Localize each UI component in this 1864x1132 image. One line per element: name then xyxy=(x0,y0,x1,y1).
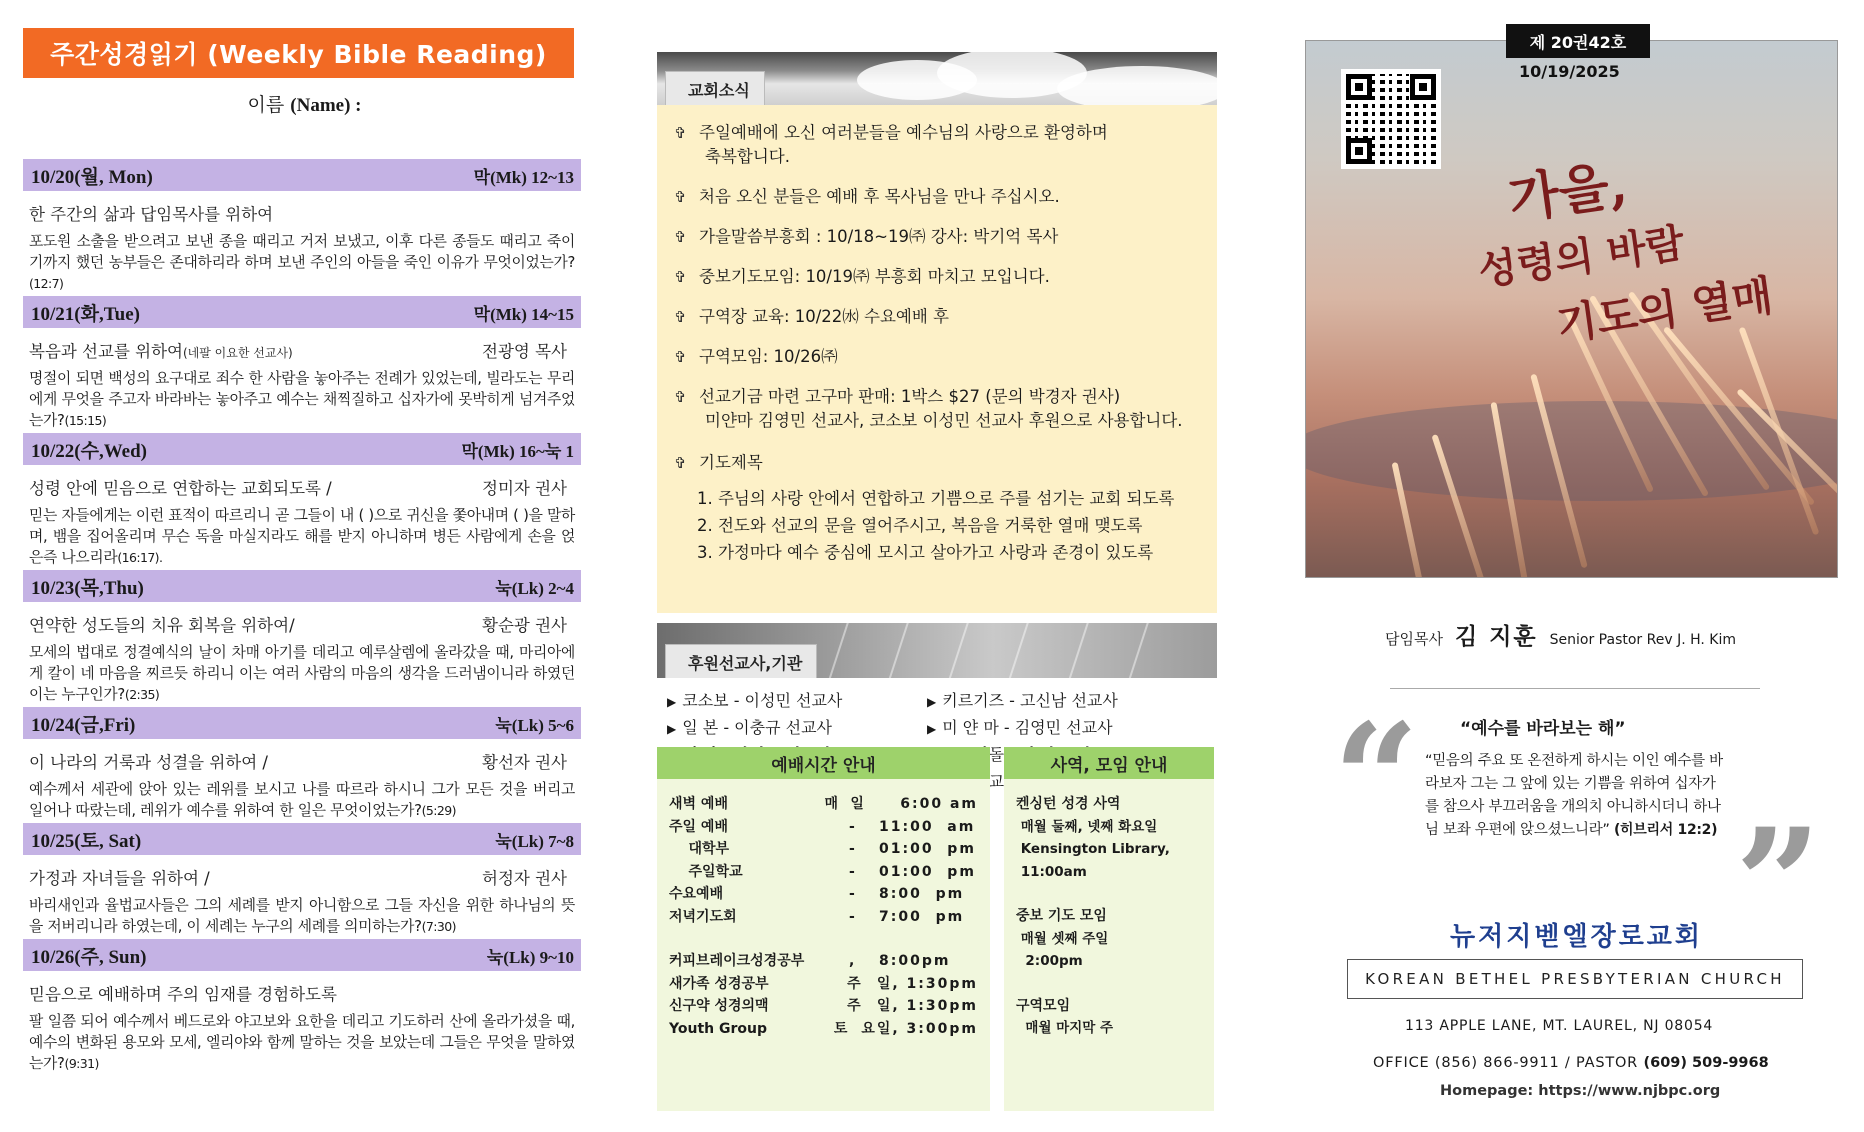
ministry-line: 2:00pm xyxy=(1016,953,1083,969)
day-body xyxy=(23,328,581,433)
news-line: 처음 오신 분들은 예배 후 목사님을 만나 주십시오. xyxy=(699,187,1060,206)
question-text: 믿는 자들에게는 이런 표적이 따르리니 곧 그들이 내 ( )으로 귀신을 쫓아내며 ( )을 말하며, 뱀을 집어올리며 무슨 독을 마실지라도 해를 받지 아니하며 병든 사람에게 손을 얹은즉 나으리라 xyxy=(29,507,575,566)
worship-row xyxy=(669,973,978,996)
news-line: 선교기금 마련 고구마 판매: 1박스 $27 (문의 박경자 권사) xyxy=(699,387,1121,406)
day-range: 막(Mk) 16~눅 1 xyxy=(461,441,574,461)
worship-times-list xyxy=(657,779,990,1050)
mission-text: 키르기즈 - 고신남 선교사 xyxy=(942,691,1118,710)
worship-time: 일, 1:30pm xyxy=(876,975,978,992)
missions-header-banner xyxy=(657,623,1217,678)
worship-row xyxy=(669,793,978,816)
news-item xyxy=(671,345,1203,369)
ministry-list xyxy=(1004,779,1214,1050)
topic-title: 믿음으로 예배하며 주의 임재를 경험하도록 xyxy=(29,985,337,1004)
topic-person xyxy=(567,201,575,225)
triangle-icon: ▶ xyxy=(667,695,677,709)
spacer xyxy=(1016,973,1202,995)
day-question xyxy=(29,895,575,937)
mission-text: 코소보 - 이성민 선교사 xyxy=(682,691,843,710)
topic-person: 전광영 목사 xyxy=(482,342,567,361)
worship-row xyxy=(669,816,978,839)
cover-calligraphy xyxy=(1475,124,1776,358)
worship-time: 8:00 pm xyxy=(879,886,965,902)
ministry-line: 켄싱턴 성경 사역 xyxy=(1016,796,1121,812)
church-phones xyxy=(1373,1055,1769,1071)
name-line xyxy=(23,90,586,117)
mission-item xyxy=(667,688,927,711)
day-question xyxy=(29,779,575,821)
day-body xyxy=(23,855,581,939)
missions-label: 후원선교사,기관 xyxy=(665,644,817,678)
news-text xyxy=(699,185,1203,209)
church-name-en: KOREAN BETHEL PRESBYTERIAN CHURCH xyxy=(1347,959,1803,999)
mission-text: 미 얀 마 - 김영민 선교사 xyxy=(942,718,1113,737)
ministry-line: 매월 마지막 주 xyxy=(1016,1020,1114,1036)
cross-icon: ✞ xyxy=(674,308,687,326)
news-line: 구역모임: 10/26㈜ xyxy=(699,347,838,366)
news-list xyxy=(657,105,1217,613)
worship-row xyxy=(669,906,978,929)
day-range: 막(Mk) 14~15 xyxy=(473,304,574,324)
worship-sep: , xyxy=(849,953,855,969)
topic-text xyxy=(29,338,293,362)
cross-icon: ✞ xyxy=(674,228,687,246)
worship-time: 일 6:00 am xyxy=(850,796,978,812)
day-question xyxy=(29,231,575,294)
day-header xyxy=(23,159,581,191)
day-date: 10/21(화,Tue) xyxy=(31,303,140,325)
day-topic xyxy=(29,749,575,773)
worship-name: 수요예배 xyxy=(669,886,724,902)
qr-code-icon[interactable] xyxy=(1341,69,1441,169)
news-item xyxy=(671,121,1203,169)
news-line: 가을말씀부흥회 : 10/18~19㈜ 강사: 박기억 목사 xyxy=(699,227,1059,246)
news-text xyxy=(699,121,1203,169)
question-text: 포도원 소출을 받으려고 보낸 종을 때리고 거저 보냈고, 이후 다른 종들도 때리고 죽이기까지 했던 농부들은 존대하리라 하며 보낸 주인의 아들을 죽인 이유가 무엇이었는가? xyxy=(29,233,575,271)
news-text xyxy=(699,345,1203,369)
worship-row xyxy=(669,838,978,861)
day-range: 막(Mk) 12~13 xyxy=(473,167,574,187)
ministry-line: 매월 셋째 주일 xyxy=(1016,930,1109,947)
prayer-item: 2. 전도와 선교의 문을 열어주시고, 복음을 거룩한 열매 맺도록 xyxy=(697,516,1143,535)
triangle-icon: ▶ xyxy=(927,722,937,736)
topic-person: 정미자 권사 xyxy=(482,479,567,498)
ministry-line: 매월 둘째, 넷째 화요일 xyxy=(1016,818,1158,835)
worship-name: 저녁기도회 xyxy=(669,908,737,925)
pastor-name: 김 지훈 xyxy=(1454,624,1538,650)
topic-text xyxy=(29,201,273,225)
mission-text: 일 본 - 이충규 선교사 xyxy=(682,718,832,737)
reading-days xyxy=(23,159,586,1076)
worship-row xyxy=(669,1018,978,1041)
question-ref: (7:30) xyxy=(421,919,456,934)
prayer-item: 3. 가정마다 예수 중심에 모시고 살아가고 사랑과 존경이 있도록 xyxy=(697,543,1154,562)
news-item xyxy=(671,225,1203,249)
news-item xyxy=(671,185,1203,209)
divider xyxy=(1390,688,1760,689)
name-label-en: (Name) : xyxy=(290,95,362,116)
news-column xyxy=(657,52,1217,792)
cross-icon: ✞ xyxy=(674,388,687,406)
day-range: 눅(Lk) 7~8 xyxy=(495,831,574,851)
issue-date: 10/19/2025 xyxy=(1519,62,1620,81)
question-ref: (12:7) xyxy=(29,276,64,291)
day-body xyxy=(23,191,581,296)
worship-row xyxy=(669,950,978,973)
news-text xyxy=(699,265,1203,289)
topic-title: 가정과 자녀들을 위하여 / xyxy=(29,869,210,888)
question-ref: (5:29) xyxy=(421,803,456,818)
day-body xyxy=(23,739,581,823)
topic-person xyxy=(567,981,575,1005)
topic-person: 황선자 권사 xyxy=(482,753,567,772)
topic-text xyxy=(29,865,210,889)
day-topic xyxy=(29,201,575,225)
news-line-cont: 축복합니다. xyxy=(705,147,790,166)
day-body xyxy=(23,971,581,1076)
day-header xyxy=(23,939,581,971)
worship-sep: - xyxy=(849,863,855,880)
day-topic xyxy=(29,865,575,889)
topic-title: 이 나라의 거룩과 성결을 위하여 / xyxy=(29,753,268,772)
pastor-label: 담임목사 xyxy=(1385,630,1443,648)
pastor-line xyxy=(1385,618,1736,651)
day-topic xyxy=(29,612,575,636)
question-text: 팔 일쯤 되어 예수께서 베드로와 야고보와 요한을 데리고 기도하러 산에 올라가셨을 때, 예수의 변화된 용모와 모세, 엘리야와 함께 말하는 것을 보았는데 그들은 무엇을 말하였는가? xyxy=(29,1013,575,1072)
question-text: 예수께서 세관에 앉아 있는 레위를 보시고 나를 따르라 하시니 그가 모든 것을 버리고 일어나 따랐는데, 레위가 예수를 위하여 한 일은 무엇이었는가? xyxy=(29,781,575,819)
worship-name: 신구약 성경의맥 xyxy=(669,998,769,1014)
question-ref: (16:17). xyxy=(117,550,163,565)
mission-item xyxy=(927,688,1187,711)
office-phone: OFFICE (856) 866-9911 / PASTOR xyxy=(1373,1055,1644,1071)
topic-text xyxy=(29,749,268,773)
topic-text xyxy=(29,475,332,499)
triangle-icon: ▶ xyxy=(927,695,937,709)
news-item xyxy=(671,265,1203,289)
news-line: 중보기도모임: 10/19㈜ 부흥회 마치고 모입니다. xyxy=(699,267,1050,286)
worship-name: 대학부 xyxy=(669,841,730,857)
day-question xyxy=(29,368,575,431)
cover-image xyxy=(1305,40,1838,578)
ministry-title: 사역, 모임 안내 xyxy=(1004,747,1214,779)
worship-times-box xyxy=(657,747,990,1111)
worship-time: 8:00pm xyxy=(879,953,951,969)
day-header xyxy=(23,570,581,602)
cross-icon: ✞ xyxy=(674,454,687,472)
worship-row xyxy=(669,995,978,1018)
mission-item xyxy=(927,715,1187,738)
calli-line-2: 성령의 바람 xyxy=(1475,219,1688,295)
worship-sep: - xyxy=(849,908,855,925)
quote-ref: (히브리서 12:2) xyxy=(1613,822,1718,838)
topic-title: 연약한 성도들의 치유 회복을 위하여/ xyxy=(29,616,295,635)
prayer-item: 1. 주님의 사랑 안에서 연합하고 기쁨으로 주를 섬기는 교회 되도록 xyxy=(697,489,1175,508)
day-range: 눅(Lk) 9~10 xyxy=(486,947,574,967)
day-topic xyxy=(29,475,575,499)
calli-line-1: 가을, xyxy=(1504,153,1631,231)
news-item xyxy=(671,305,1203,329)
worship-row xyxy=(669,883,978,906)
news-text xyxy=(699,385,1203,433)
question-ref: (15:15) xyxy=(64,413,107,428)
close-quote-icon: ” xyxy=(1735,796,1822,972)
news-line: 주일예배에 오신 여러분들을 예수님의 사랑으로 환영하며 xyxy=(699,123,1108,142)
worship-sep: 주 xyxy=(847,998,861,1014)
worship-sep: 매 xyxy=(824,796,838,812)
news-item xyxy=(671,385,1203,433)
news-line: 구역장 교육: 10/22㈬ 수요예배 후 xyxy=(699,307,949,326)
worship-name: 주일학교 xyxy=(669,863,743,880)
day-body xyxy=(23,465,581,570)
bible-reading-section xyxy=(23,28,586,1076)
worship-time: 01:00 pm xyxy=(879,841,976,857)
spacer xyxy=(669,928,978,950)
news-text xyxy=(699,305,1203,329)
prayer-list xyxy=(671,485,1203,566)
ministry-line: 구역모임 xyxy=(1016,997,1071,1014)
church-name-kr: 뉴저지벧엘장로교회 xyxy=(1450,922,1704,952)
day-topic xyxy=(29,981,575,1005)
ministry-line: 중보 기도 모임 xyxy=(1016,908,1107,924)
day-header xyxy=(23,707,581,739)
spacer xyxy=(1016,883,1202,905)
day-date: 10/23(목,Thu) xyxy=(31,577,144,599)
question-text: 바리새인과 율법교사들은 그의 세례를 받지 아니함으로 그들 자신을 위한 하나님의 뜻을 저버리니라 하였는데, 이 세례는 누구의 세례를 의미하는가? xyxy=(29,897,575,935)
day-range: 눅(Lk) 5~6 xyxy=(495,715,574,735)
day-date: 10/24(금,Fri) xyxy=(31,714,136,736)
cross-icon: ✞ xyxy=(674,188,687,206)
issue-badge: 제 20권42호 xyxy=(1506,24,1650,58)
topic-person: 허정자 권사 xyxy=(482,869,567,888)
worship-name: 새벽 예배 xyxy=(669,796,728,812)
mission-item xyxy=(667,715,927,738)
calli-line-3: 기도의 열매 xyxy=(1553,270,1776,350)
ministry-line: 11:00am xyxy=(1016,863,1087,880)
pastor-name-en: Senior Pastor Rev J. H. Kim xyxy=(1549,632,1736,648)
worship-row xyxy=(669,861,978,884)
cross-icon: ✞ xyxy=(674,124,687,142)
cross-icon: ✞ xyxy=(674,268,687,286)
schedule-section xyxy=(657,747,1214,1111)
worship-time: 7:00 pm xyxy=(879,908,965,925)
day-question xyxy=(29,505,575,568)
worship-times-title: 예배시간 안내 xyxy=(657,747,990,779)
church-address: 113 APPLE LANE, MT. LAUREL, NJ 08054 xyxy=(1405,1018,1714,1034)
question-ref: (2:35) xyxy=(124,687,160,702)
topic-person: 황순광 권사 xyxy=(482,616,567,635)
news-text xyxy=(699,225,1203,249)
name-label: 이름 xyxy=(247,94,291,116)
worship-name: 주일 예배 xyxy=(669,818,728,835)
day-range: 눅(Lk) 2~4 xyxy=(495,578,574,598)
worship-time: 요일, 3:00pm xyxy=(861,1020,978,1037)
news-header-banner xyxy=(657,52,1217,105)
news-line-cont: 미얀마 김영민 선교사, 코소보 이성민 선교사 후원으로 사용합니다. xyxy=(705,411,1183,430)
day-date: 10/20(월, Mon) xyxy=(31,166,153,188)
cover-column xyxy=(1295,24,1855,1124)
day-date: 10/26(주, Sun) xyxy=(31,946,147,968)
day-header xyxy=(23,296,581,328)
worship-time: 01:00 pm xyxy=(879,863,976,880)
pastor-phone[interactable]: (609) 509-9968 xyxy=(1643,1055,1769,1071)
day-question xyxy=(29,1011,575,1074)
worship-sep: 토 xyxy=(833,1020,848,1037)
triangle-icon: ▶ xyxy=(667,722,677,736)
cross-icon: ✞ xyxy=(674,348,687,366)
worship-sep: - xyxy=(849,818,855,835)
day-body xyxy=(23,602,581,707)
topic-title: 성령 안에 믿음으로 연합하는 교회되도록 / xyxy=(29,479,332,498)
ministry-box xyxy=(1004,747,1214,1111)
day-header xyxy=(23,823,581,855)
worship-time: 11:00 am xyxy=(879,818,976,835)
question-text: 명절이 되면 백성의 요구대로 죄수 한 사람을 놓아주는 전례가 있었는데, 빌라도는 무리에게 무엇을 주고자 바라바는 놓아주고 예수는 채찍질하고 십자가에 못박히게 넘겨주었는가? xyxy=(29,370,575,429)
worship-sep: 주 xyxy=(847,975,861,992)
topic-note: (네팔 이요한 선교사) xyxy=(182,346,293,360)
news-text xyxy=(699,451,1203,475)
worship-sep: - xyxy=(849,841,855,857)
news-item xyxy=(671,451,1203,475)
day-date: 10/22(수,Wed) xyxy=(31,440,147,462)
worship-time: 일, 1:30pm xyxy=(876,998,978,1014)
homepage-link[interactable]: Homepage: https://www.njbpc.org xyxy=(1440,1083,1721,1099)
news-line: 기도제목 xyxy=(699,453,763,472)
day-date: 10/25(토, Sat) xyxy=(31,830,142,852)
question-ref: (9:31) xyxy=(64,1056,99,1071)
topic-title: 한 주간의 삶과 답임목사를 위하여 xyxy=(29,205,274,224)
topic-text xyxy=(29,612,295,636)
day-topic xyxy=(29,338,575,362)
worship-sep: - xyxy=(849,886,855,902)
news-label: 교회소식 xyxy=(665,71,765,105)
topic-text xyxy=(29,981,337,1005)
open-quote-icon: “ xyxy=(1333,691,1420,867)
worship-name: Youth Group xyxy=(669,1020,767,1037)
ministry-line: Kensington Library, xyxy=(1016,841,1170,857)
quote-title: “예수를 바라보는 해” xyxy=(1460,719,1626,739)
worship-name: 새가족 성경공부 xyxy=(669,975,769,992)
day-header xyxy=(23,433,581,465)
bible-reading-title: 주간성경읽기 (Weekly Bible Reading) xyxy=(23,28,574,78)
day-question xyxy=(29,642,575,705)
quote-body xyxy=(1425,750,1725,842)
question-text: 모세의 법대로 정결예식의 날이 차매 아기를 데리고 예루살렘에 올라갔을 때, 마리아에게 칼이 네 마음을 찌르듯 하리니 이는 여러 사람의 마음의 생각을 드러냄이니라 하였던 이는 누구인가? xyxy=(29,644,575,703)
quote-text: “믿음의 주요 또 온전하게 하시는 이인 예수를 바라보자 그는 그 앞에 있는 기쁨을 위하여 십자가를 참으사 부끄러움을 개의치 아니하시더니 하나님 보좌 우편에 앉으셨느니라” xyxy=(1425,753,1723,838)
worship-name: 커피브레이크성경공부 xyxy=(669,953,805,969)
topic-title: 복음과 선교를 위하여 xyxy=(29,342,183,361)
